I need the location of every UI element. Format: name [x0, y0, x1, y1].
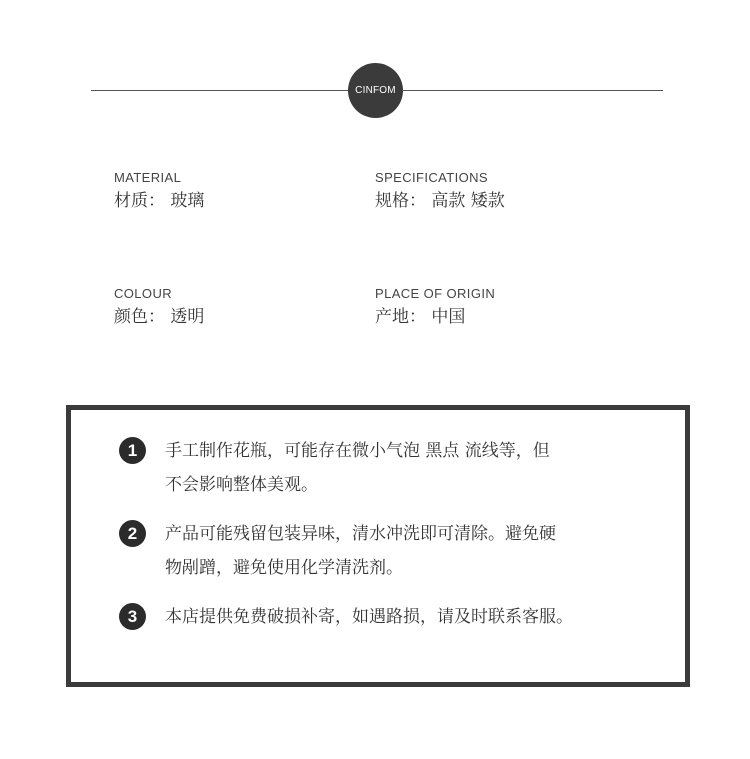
notice-box — [66, 405, 690, 687]
notice-line: 产品可能残留包装异味，清水冲洗即可清除。避免硬 — [165, 524, 556, 544]
notice-line: 手工制作花瓶，可能存在微小气泡 黑点 流线等，但 — [165, 441, 550, 461]
spec-label: PLACE OF ORIGIN — [375, 286, 496, 301]
spec-value: 产地： 中国 — [375, 307, 466, 327]
spec-label: COLOUR — [114, 286, 173, 301]
spec-label: MATERIAL — [114, 170, 182, 185]
notice-text — [165, 434, 665, 502]
number-1-icon: 1 — [119, 437, 146, 464]
notice-line: 物剐蹭，避免使用化学清洗剂。 — [165, 558, 403, 578]
number-2-icon: 2 — [119, 520, 146, 547]
notice-text — [165, 517, 665, 585]
notice-line: 不会影响整体美观。 — [165, 475, 318, 495]
notice-text — [165, 600, 665, 634]
spec-colour — [114, 286, 204, 329]
spec-value: 规格： 高款 矮款 — [375, 191, 505, 211]
spec-origin — [375, 286, 495, 329]
spec-value: 材质： 玻璃 — [114, 191, 205, 211]
brand-logo — [348, 63, 403, 118]
spec-material — [114, 170, 204, 213]
spec-specifications — [375, 170, 505, 213]
header-divider-left — [91, 90, 348, 91]
header-divider-right — [402, 90, 663, 91]
brand-logo-text: CINFOM — [355, 85, 396, 96]
spec-label: SPECIFICATIONS — [375, 170, 488, 185]
number-3-icon: 3 — [119, 603, 146, 630]
notice-line: 本店提供免费破损补寄，如遇路损，请及时联系客服。 — [165, 607, 573, 627]
spec-value: 颜色： 透明 — [114, 307, 205, 327]
